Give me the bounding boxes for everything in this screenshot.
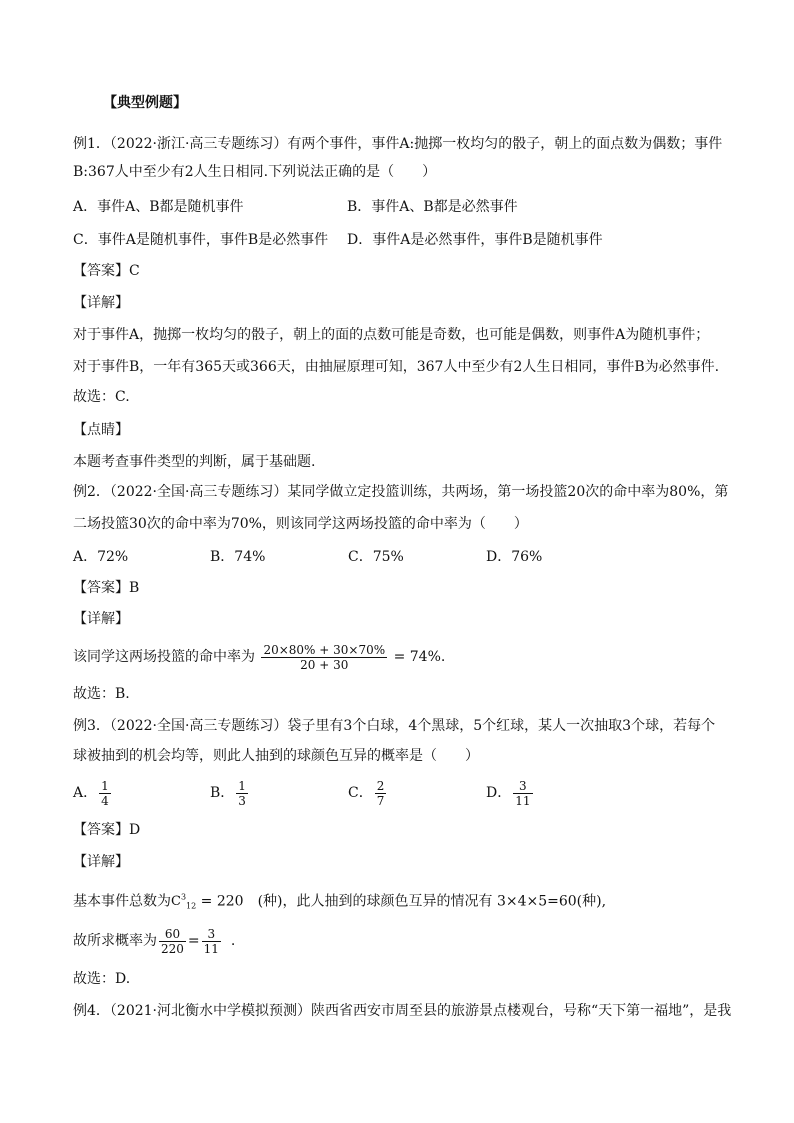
ex3-detail1-prefix: 基本事件总数为 <box>73 893 171 910</box>
section-title: 【典型例题】 <box>103 95 187 111</box>
ex3-answer: 【答案】D <box>73 822 141 838</box>
ex1-question-line1: 例1．（2022·浙江·高三专题练习）有两个事件，事件A:抛掷一枚均匀的骰子，朝上的面点数为偶数；事件 <box>73 136 723 152</box>
ex4-question-line1: 例4．（2021·河北衡水中学模拟预测）陕西省西安市周至县的旅游景点楼观台，号称“天下第一福地”，是我 <box>73 1003 732 1019</box>
ex2-answer: 【答案】B <box>73 580 140 596</box>
ex3-option-b-num: 1 <box>238 778 246 793</box>
ex2-option-a: A．72% <box>73 549 129 565</box>
ex3-combination-sup: 3 <box>180 893 187 902</box>
ex3-option-c-label: C． <box>348 785 373 801</box>
ex1-option-d: D．事件A是必然事件，事件B是随机事件 <box>347 232 603 248</box>
ex3-option-a-fraction <box>99 779 111 808</box>
ex3-combination-symbol: C <box>171 894 181 910</box>
ex1-answer: 【答案】C <box>73 263 140 279</box>
ex3-option-b-fraction <box>236 779 248 808</box>
ex1-detail-line2: 对于事件B，一年有365天或366天，由抽屉原理可知，367人中至少有2人生日相同，事件B为必然事件. <box>73 359 720 375</box>
ex3-detail2-den2: 11 <box>203 941 219 956</box>
ex1-detail-label: 【详解】 <box>73 295 129 311</box>
ex3-option-b <box>210 777 250 809</box>
ex2-option-d: D．76% <box>486 549 543 565</box>
ex3-option-a-num: 1 <box>101 778 109 793</box>
ex3-question-line2: 球被抽到的机会均等，则此人抽到的球颜色互异的概率是（ ） <box>73 748 479 764</box>
ex3-choice: 故选：D. <box>73 971 131 987</box>
ex2-detail-formula <box>73 640 723 674</box>
ex2-choice: 故选：B. <box>73 686 130 702</box>
ex3-option-a-den: 4 <box>101 793 109 808</box>
ex2-fraction-numerator: 20×80% + 30×70% <box>263 642 386 657</box>
ex3-detail-line1 <box>73 888 723 917</box>
ex2-detail-label: 【详解】 <box>73 611 129 627</box>
ex1-option-b: B．事件A、B都是必然事件 <box>347 199 518 215</box>
ex2-question-line1: 例2．（2022·全国·高三专题练习）某同学做立定投篮训练，共两场，第一场投篮20次的命中率为80%，第 <box>73 484 729 500</box>
ex3-option-d-num: 3 <box>513 779 532 794</box>
ex3-option-d-den: 11 <box>515 793 531 808</box>
ex2-option-b: B．74% <box>210 549 266 565</box>
ex2-option-c: C．75% <box>348 549 404 565</box>
ex3-option-c-num: 2 <box>376 778 385 793</box>
ex1-point-label: 【点睛】 <box>73 422 129 438</box>
ex3-detail-line2 <box>73 924 723 958</box>
ex1-detail-line1: 对于事件A，抛掷一枚均匀的骰子，朝上的面的点数可能是奇数，也可能是偶数，则事件A为随机事件； <box>73 327 710 343</box>
ex3-detail2-prefix: 故所求概率为 <box>73 933 157 949</box>
ex1-choice: 故选：C. <box>73 389 130 405</box>
ex3-detail-label: 【详解】 <box>73 854 129 870</box>
ex3-option-c-fraction <box>375 779 387 808</box>
ex1-point: 本题考查事件类型的判断，属于基础题. <box>73 454 316 470</box>
ex3-detail2-end: . <box>230 933 236 949</box>
ex3-detail2-den1: 220 <box>161 941 184 956</box>
ex2-detail-suffix: = 74%. <box>393 649 446 665</box>
ex3-option-d <box>486 777 535 809</box>
ex3-detail2-fraction2 <box>202 927 221 956</box>
ex2-fraction-denominator: 20 + 30 <box>300 657 349 672</box>
ex1-question-line2: B:367人中至少有2人生日相同.下列说法正确的是（ ） <box>73 164 437 180</box>
ex3-combination <box>171 894 196 909</box>
ex3-option-c-den: 7 <box>376 793 385 808</box>
ex2-fraction <box>261 643 387 672</box>
ex3-option-b-den: 3 <box>238 793 246 808</box>
ex3-option-d-label: D． <box>486 785 512 801</box>
ex3-option-c <box>348 777 388 809</box>
ex2-detail-prefix: 该同学这两场投篮的命中率为 <box>73 649 255 665</box>
ex1-option-c: C．事件A是随机事件，事件B是必然事件 <box>73 232 329 248</box>
ex2-question-line2: 二场投篮30次的命中率为70%，则该同学这两场投篮的命中率为（ ） <box>73 516 528 532</box>
ex3-detail1-suffix: = 220 (种)，此人抽到的球颜色互异的情况有 3×4×5=60(种), <box>196 893 607 910</box>
ex3-detail2-fraction1 <box>159 927 186 956</box>
ex1-option-a: A．事件A、B都是随机事件 <box>73 199 244 215</box>
ex3-option-a <box>73 777 113 809</box>
ex3-option-a-label: A． <box>73 785 98 801</box>
ex3-detail2-equals: = <box>187 933 200 949</box>
ex3-question-line1: 例3．（2022·全国·高三专题练习）袋子里有3个白球，4个黑球，5个红球，某人一次抽取3个球，若每个 <box>73 718 716 734</box>
ex3-detail2-num2: 3 <box>202 927 221 942</box>
ex3-option-b-label: B． <box>210 785 235 801</box>
ex3-option-d-fraction <box>513 779 532 808</box>
ex3-combination-sub: 12 <box>186 901 197 911</box>
ex3-detail2-num1: 60 <box>159 927 186 942</box>
